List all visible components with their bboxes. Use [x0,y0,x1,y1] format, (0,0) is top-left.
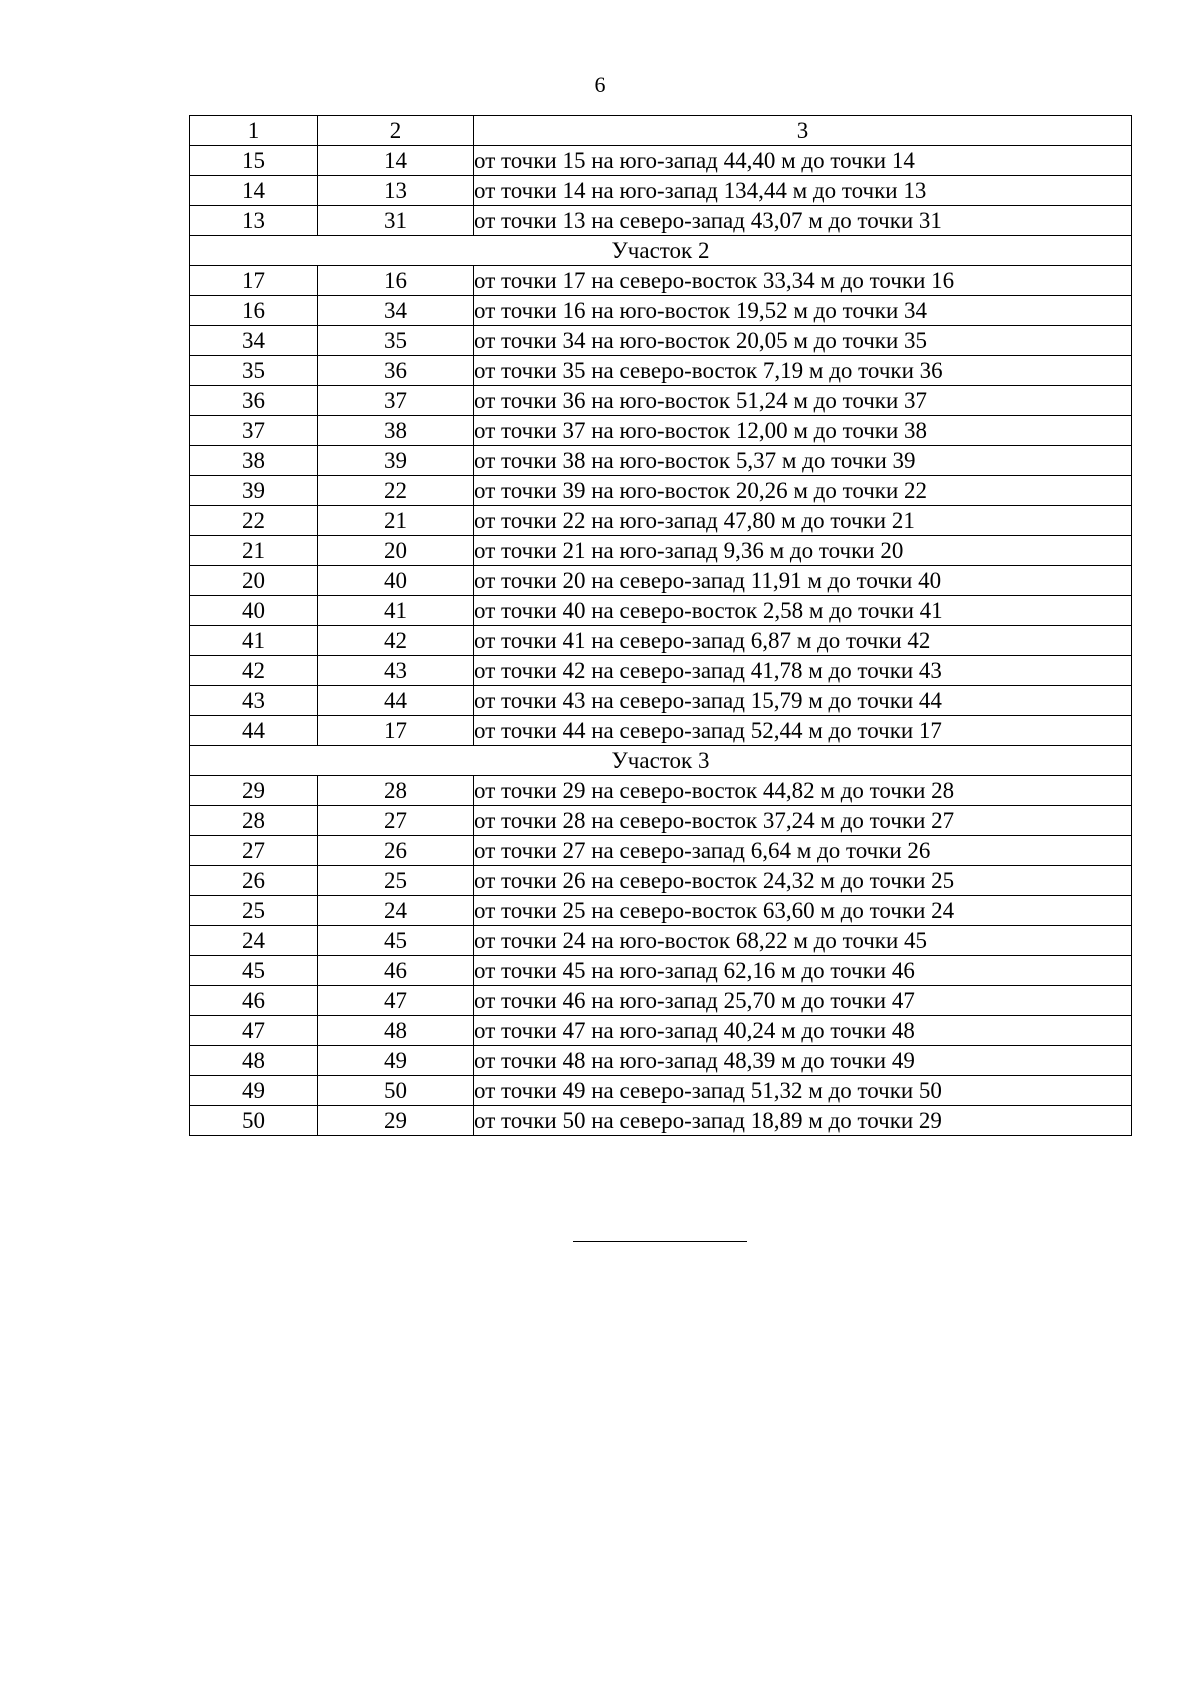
to-point-cell: 25 [318,866,474,896]
to-point-cell: 49 [318,1046,474,1076]
table-header-row [190,116,1132,146]
table-row [190,536,1132,566]
to-point-cell: 50 [318,1076,474,1106]
page-number: 6 [594,72,606,97]
table-row [190,146,1132,176]
section-row [190,236,1132,266]
to-point-cell: 22 [318,476,474,506]
segment-description-cell: от точки 46 на юго-запад 25,70 м до точки 47 [474,986,1132,1016]
end-rule [573,1241,747,1242]
table-row [190,566,1132,596]
from-point-cell: 47 [190,1016,318,1046]
from-point-cell: 34 [190,326,318,356]
table-row [190,986,1132,1016]
table-row [190,626,1132,656]
from-point-cell: 36 [190,386,318,416]
table-row [190,596,1132,626]
segment-description-cell: от точки 13 на северо-запад 43,07 м до точки 31 [474,206,1132,236]
from-point-cell: 48 [190,1046,318,1076]
segment-description-cell: от точки 16 на юго-восток 19,52 м до точки 34 [474,296,1132,326]
from-point-cell: 40 [190,596,318,626]
to-point-cell: 29 [318,1106,474,1136]
to-point-cell: 31 [318,206,474,236]
to-point-cell: 16 [318,266,474,296]
to-point-cell: 41 [318,596,474,626]
segment-description-cell: от точки 29 на северо-восток 44,82 м до точки 28 [474,776,1132,806]
segment-description-cell: от точки 50 на северо-запад 18,89 м до точки 29 [474,1106,1132,1136]
from-point-cell: 35 [190,356,318,386]
from-point-cell: 29 [190,776,318,806]
segment-description-cell: от точки 45 на юго-запад 62,16 м до точки 46 [474,956,1132,986]
segment-description-cell: от точки 27 на северо-запад 6,64 м до точки 26 [474,836,1132,866]
from-point-cell: 50 [190,1106,318,1136]
to-point-cell: 42 [318,626,474,656]
from-point-cell: 24 [190,926,318,956]
header-cell-3: 3 [474,116,1132,146]
from-point-cell: 49 [190,1076,318,1106]
segment-description-cell: от точки 39 на юго-восток 20,26 м до точки 22 [474,476,1132,506]
to-point-cell: 43 [318,656,474,686]
table-row [190,926,1132,956]
from-point-cell: 45 [190,956,318,986]
segment-description-cell: от точки 17 на северо-восток 33,34 м до точки 16 [474,266,1132,296]
segment-description-cell: от точки 43 на северо-запад 15,79 м до точки 44 [474,686,1132,716]
header-cell-1: 1 [190,116,318,146]
boundary-table [189,115,1132,1136]
from-point-cell: 21 [190,536,318,566]
to-point-cell: 28 [318,776,474,806]
from-point-cell: 17 [190,266,318,296]
table-row [190,1076,1132,1106]
table-row [190,776,1132,806]
to-point-cell: 24 [318,896,474,926]
segment-description-cell: от точки 41 на северо-запад 6,87 м до точки 42 [474,626,1132,656]
from-point-cell: 44 [190,716,318,746]
from-point-cell: 22 [190,506,318,536]
segment-description-cell: от точки 48 на юго-запад 48,39 м до точки 49 [474,1046,1132,1076]
table-row [190,506,1132,536]
to-point-cell: 26 [318,836,474,866]
from-point-cell: 14 [190,176,318,206]
segment-description-cell: от точки 20 на северо-запад 11,91 м до точки 40 [474,566,1132,596]
to-point-cell: 14 [318,146,474,176]
table-row [190,296,1132,326]
from-point-cell: 38 [190,446,318,476]
to-point-cell: 27 [318,806,474,836]
segment-description-cell: от точки 34 на юго-восток 20,05 м до точки 35 [474,326,1132,356]
from-point-cell: 27 [190,836,318,866]
table-row [190,656,1132,686]
to-point-cell: 47 [318,986,474,1016]
table-row [190,326,1132,356]
from-point-cell: 39 [190,476,318,506]
segment-description-cell: от точки 44 на северо-запад 52,44 м до точки 17 [474,716,1132,746]
to-point-cell: 13 [318,176,474,206]
from-point-cell: 28 [190,806,318,836]
segment-description-cell: от точки 35 на северо-восток 7,19 м до точки 36 [474,356,1132,386]
from-point-cell: 26 [190,866,318,896]
to-point-cell: 44 [318,686,474,716]
to-point-cell: 34 [318,296,474,326]
segment-description-cell: от точки 14 на юго-запад 134,44 м до точки 13 [474,176,1132,206]
to-point-cell: 37 [318,386,474,416]
to-point-cell: 40 [318,566,474,596]
from-point-cell: 13 [190,206,318,236]
segment-description-cell: от точки 28 на северо-восток 37,24 м до точки 27 [474,806,1132,836]
to-point-cell: 39 [318,446,474,476]
to-point-cell: 36 [318,356,474,386]
to-point-cell: 21 [318,506,474,536]
table-row [190,866,1132,896]
section-label: Участок 2 [190,236,1132,266]
segment-description-cell: от точки 26 на северо-восток 24,32 м до точки 25 [474,866,1132,896]
to-point-cell: 46 [318,956,474,986]
segment-description-cell: от точки 38 на юго-восток 5,37 м до точки 39 [474,446,1132,476]
segment-description-cell: от точки 22 на юго-запад 47,80 м до точки 21 [474,506,1132,536]
table-row [190,176,1132,206]
to-point-cell: 20 [318,536,474,566]
from-point-cell: 46 [190,986,318,1016]
table-row [190,1106,1132,1136]
segment-description-cell: от точки 49 на северо-запад 51,32 м до точки 50 [474,1076,1132,1106]
boundary-table-body [190,116,1132,1136]
from-point-cell: 43 [190,686,318,716]
segment-description-cell: от точки 24 на юго-восток 68,22 м до точки 45 [474,926,1132,956]
to-point-cell: 17 [318,716,474,746]
to-point-cell: 35 [318,326,474,356]
segment-description-cell: от точки 25 на северо-восток 63,60 м до точки 24 [474,896,1132,926]
from-point-cell: 25 [190,896,318,926]
section-label: Участок 3 [190,746,1132,776]
table-row [190,686,1132,716]
to-point-cell: 45 [318,926,474,956]
segment-description-cell: от точки 15 на юго-запад 44,40 м до точки 14 [474,146,1132,176]
from-point-cell: 15 [190,146,318,176]
table-row [190,416,1132,446]
from-point-cell: 37 [190,416,318,446]
table-row [190,1046,1132,1076]
segment-description-cell: от точки 21 на юго-запад 9,36 м до точки 20 [474,536,1132,566]
segment-description-cell: от точки 37 на юго-восток 12,00 м до точки 38 [474,416,1132,446]
table-row [190,1016,1132,1046]
header-cell-2: 2 [318,116,474,146]
section-row [190,746,1132,776]
to-point-cell: 38 [318,416,474,446]
table-row [190,386,1132,416]
to-point-cell: 48 [318,1016,474,1046]
table-row [190,266,1132,296]
segment-description-cell: от точки 40 на северо-восток 2,58 м до точки 41 [474,596,1132,626]
table-row [190,356,1132,386]
from-point-cell: 42 [190,656,318,686]
segment-description-cell: от точки 47 на юго-запад 40,24 м до точки 48 [474,1016,1132,1046]
table-row [190,446,1132,476]
table-row [190,896,1132,926]
table-row [190,716,1132,746]
table-row [190,806,1132,836]
segment-description-cell: от точки 36 на юго-восток 51,24 м до точки 37 [474,386,1132,416]
table-row [190,836,1132,866]
table-row [190,206,1132,236]
table-row [190,476,1132,506]
from-point-cell: 16 [190,296,318,326]
table-row [190,956,1132,986]
from-point-cell: 20 [190,566,318,596]
from-point-cell: 41 [190,626,318,656]
segment-description-cell: от точки 42 на северо-запад 41,78 м до точки 43 [474,656,1132,686]
